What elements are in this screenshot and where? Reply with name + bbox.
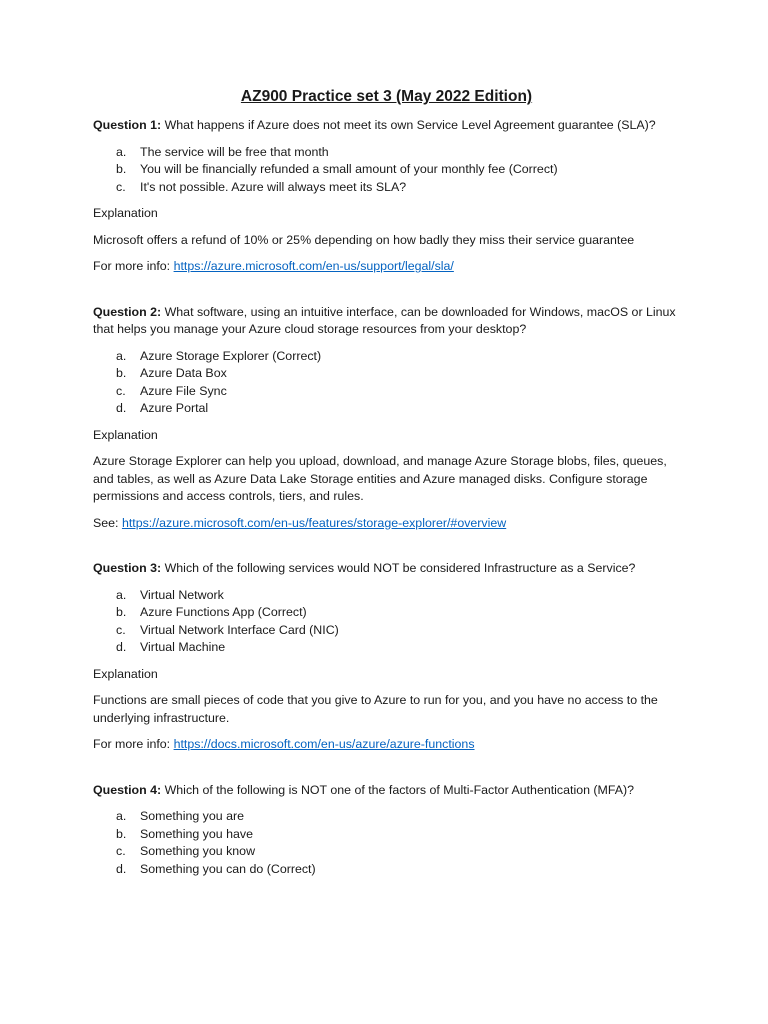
option-text: Something you can do (Correct) [140,861,316,876]
question-4-label: Question 4: [93,782,162,797]
explanation-text: Microsoft offers a refund of 10% or 25% depending on how badly they miss their service guarantee [93,232,635,247]
question-3-label: Question 3: [93,561,162,575]
question-4 [93,782,688,879]
question-4-text: Which of the following is NOT one of the factors of Multi-Factor Authentication (MFA)? [161,782,635,797]
option-text: Virtual Network Interface Card (NIC) [140,622,339,637]
question-3 [93,560,688,754]
more-info-line [93,515,688,533]
document-title: AZ900 Practice set 3 (May 2022 Edition) [240,88,533,105]
option-text: Something you know [140,844,256,858]
link-prefix: For more info: [93,259,174,273]
option-item [93,161,688,179]
option-text: Azure Storage Explorer (Correct) [140,348,322,363]
azure-functions-link[interactable]: https://docs.microsoft.com/en-us/azure/azure-functions [173,737,475,751]
explanation-heading: Explanation [93,666,158,681]
option-item [93,808,688,826]
option-item [93,622,688,640]
option-text: Azure Functions App (Correct) [140,605,307,619]
question-3-text: Which of the following services would NOT be considered Infrastructure as a Service? [161,561,636,575]
option-item [93,179,688,197]
explanation-text: Azure Storage Explorer can help you upload, download, and manage Azure Storage blobs, files, queues, and tables, as well as Azure Data Lake Storage entities and Azure managed disks. Configure storage permissions and access controls, tiers, and rules. [93,454,667,503]
question-2-label: Question 2: [93,304,162,319]
option-item [93,348,688,366]
option-letter: c. [116,622,126,637]
option-letter: b. [116,366,127,380]
question-1 [93,117,688,276]
option-text: It's not possible. Azure will always meet its SLA? [140,179,407,194]
question-2-options [93,348,688,418]
option-item [93,843,688,861]
option-text: Azure File Sync [140,383,227,398]
option-letter: d. [116,861,127,876]
question-4-options [93,808,688,878]
option-item [93,587,688,605]
option-letter: a. [116,348,127,363]
option-item [93,861,688,879]
more-info-line [93,736,688,754]
option-text: You will be financially refunded a small amount of your monthly fee (Correct) [140,162,558,176]
option-letter: b. [116,605,127,619]
option-text: Virtual Network [140,587,224,602]
question-2 [93,304,688,533]
option-item [93,365,688,383]
explanation-heading: Explanation [93,427,158,442]
question-1-options [93,144,688,197]
option-item [93,144,688,162]
option-letter: d. [116,640,127,654]
option-item [93,400,688,418]
question-1-label: Question 1: [93,118,162,132]
explanation-heading: Explanation [93,206,158,220]
option-letter: c. [116,844,126,858]
option-item [93,639,688,657]
option-letter: d. [116,401,127,415]
question-2-text: What software, using an intuitive interface, can be downloaded for Windows, macOS or Linux that helps you manage your Azure cloud storage resources from your desktop? [93,304,676,336]
storage-explorer-link[interactable]: https://azure.microsoft.com/en-us/features/storage-explorer/#overview [121,515,507,530]
explanation-text: Functions are small pieces of code that you give to Azure to run for you, and you have no access to the underlying infrastructure. [93,693,658,725]
option-item [93,604,688,622]
option-item [93,383,688,401]
question-2-prompt [93,304,688,339]
option-letter: c. [116,179,126,194]
option-letter: a. [116,144,127,159]
option-text: Azure Portal [140,401,209,415]
link-prefix: For more info: [93,737,174,751]
option-text: Something you have [140,826,253,841]
option-item [93,826,688,844]
option-letter: a. [116,587,127,602]
sla-link[interactable]: https://azure.microsoft.com/en-us/support/legal/sla/ [173,259,454,273]
question-4-prompt [93,782,688,800]
option-text: Something you are [140,809,245,823]
question-3-prompt [93,560,688,578]
link-prefix: See: [93,515,122,530]
option-letter: b. [116,826,127,841]
option-text: Azure Data Box [140,366,227,380]
option-text: Virtual Machine [140,640,226,654]
option-letter: b. [116,162,127,176]
question-3-options [93,587,688,657]
more-info-line [93,258,688,276]
option-text: The service will be free that month [140,144,329,159]
option-letter: a. [116,809,127,823]
option-letter: c. [116,383,126,398]
question-1-text: What happens if Azure does not meet its own Service Level Agreement guarantee (SLA)? [161,118,656,132]
question-1-prompt [93,117,688,135]
